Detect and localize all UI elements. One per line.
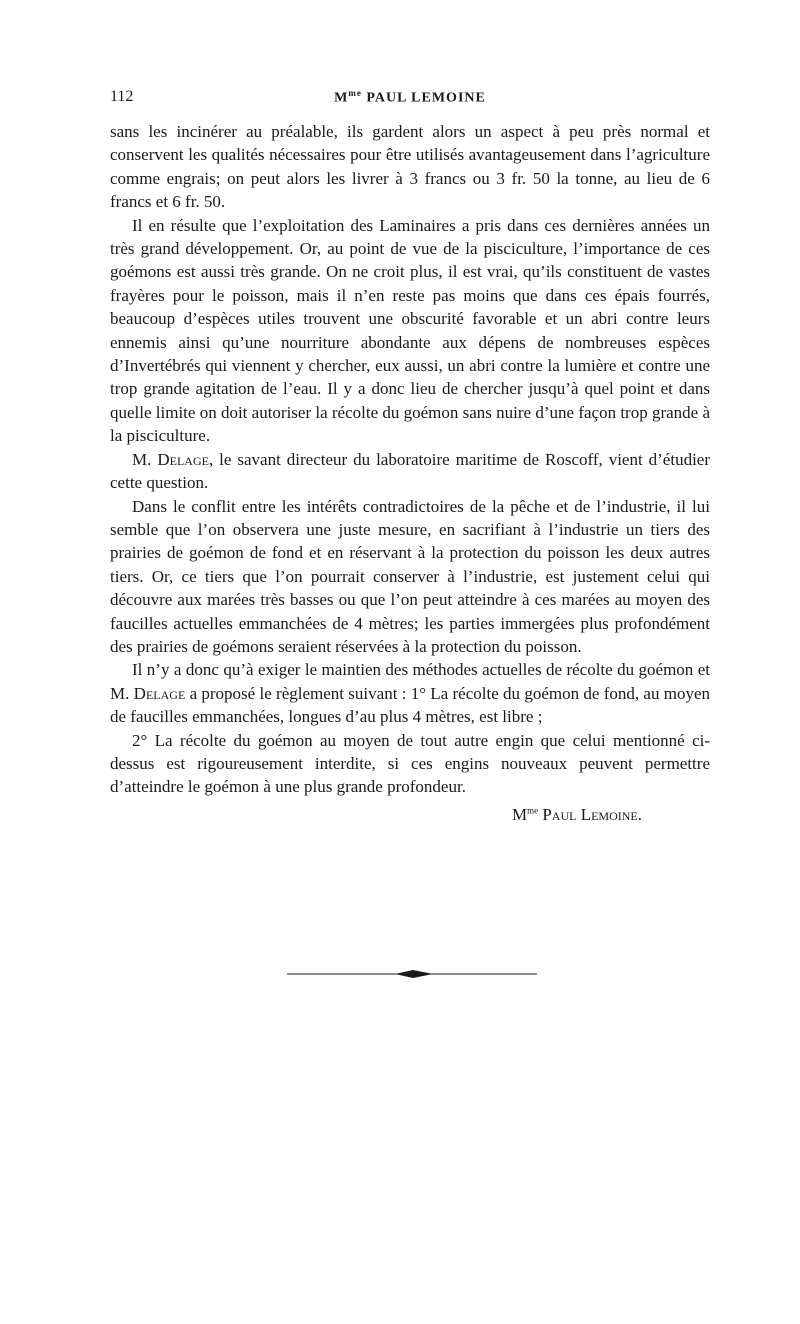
paragraph-5 — [110, 658, 710, 728]
page-number: 112 — [110, 88, 134, 105]
signature — [110, 805, 710, 825]
paragraph-4: Dans le conflit entre les intérêts contradictoires de la pêche et de l’industrie, il lui semble que l’on observera une juste mesure, en sacrifiant à l’industrie un tiers des prairies de goémon de fond et en réservant à la protection du poisson les deux autres tiers. Or, ce tiers que l’on pourrait conserver à l’industrie, est justement celui qui découvre aux marées très basses ou que l’on peut atteindre à ces marées au moyen des faucilles actuelles emmanchées de 4 mètres; les parties immergées plus profondément des prairies de goémons seraient réservées à la protection du poisson. — [110, 496, 710, 656]
paragraph-3 — [110, 448, 710, 495]
end-ornament-rule — [287, 968, 537, 980]
signature-prefix-sup: me — [527, 805, 539, 816]
author-prefix-sup: me — [348, 88, 362, 98]
page — [110, 88, 710, 825]
paragraph-5-b: a proposé le règlement suivant : 1° La récolte du goémon de fond, au moyen de faucilles emmanchées, longues d’au plus 4 mètres, est libre ; — [110, 683, 711, 727]
paragraph-1: sans les incinérer au préalable, ils gardent alors un aspect à peu près normal et conservent les qualités nécessaires pour être utilisés avantageusement dans l’agriculture comme engrais; on peut alors les livrer à 3 francs ou 3 fr. 50 la tonne, au lieu de 6 francs et 6 fr. 50. — [110, 122, 710, 212]
paragraph-5-a: Il n’y a donc qu’à exiger le maintien des méthodes actuelles de récolte du goémon et M. — [110, 660, 710, 703]
paragraph-6: 2° La récolte du goémon au moyen de tout autre engin que celui mentionné ci-dessus est rigoureusement interdite, si ces engins nouveaux peuvent permettre d’atteindre le goémon à une plus grande profondeur. — [110, 730, 710, 797]
signature-prefix: M — [511, 804, 528, 824]
running-head — [110, 88, 710, 112]
paragraph-3-m: M. — [132, 449, 152, 469]
signature-name: Paul Lemoine. — [542, 804, 642, 824]
running-title — [110, 88, 710, 107]
delage-name: Delage — [157, 449, 209, 469]
author-name: PAUL LEMOINE — [366, 90, 486, 106]
body-text — [110, 120, 710, 799]
paragraph-2: Il en résulte que l’exploitation des Laminaires a pris dans ces dernières années un très grand développement. Or, au point de vue de la pisciculture, l’importance de ces goémons est aussi très grande. On ne croit plus, il est vrai, qu’ils constituent de vastes frayères pour le poisson, mais il n’en reste pas moins que dans ces épais fourrés, beaucoup d’espèces utiles trouvent une obscurité favorable et un abri contre leurs ennemis ainsi qu’une nourriture abondante aux dépens de nombreuses espèces d’Invertébrés qui viennent y chercher, eux aussi, un abri contre la lumière et contre une trop grande agitation de l’eau. Il y a donc lieu de chercher jusqu’à quel point et dans quelle limite on doit autoriser la récolte du goémon sans nuire d’une façon trop grande à la pisciculture. — [110, 215, 710, 446]
author-prefix: M — [334, 90, 349, 106]
delage-name-2: Delage — [133, 683, 186, 703]
paragraph-3-rest: , le savant directeur du laboratoire maritime de Roscoff, vient d’étudier cette question. — [110, 449, 711, 493]
